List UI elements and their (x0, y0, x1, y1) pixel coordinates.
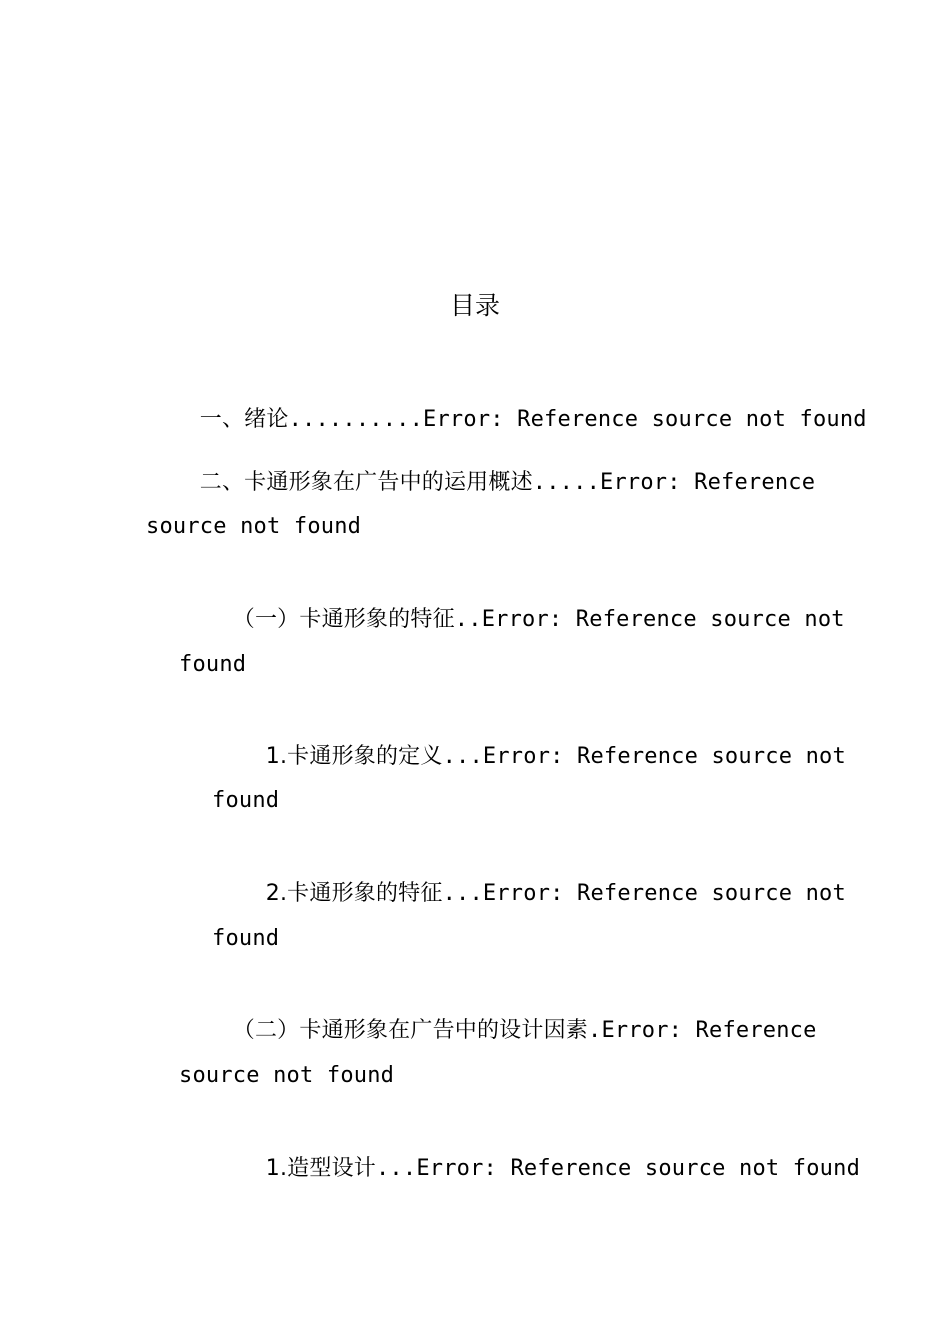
toc-entry-ref: Error: Reference source not found (423, 407, 867, 432)
toc-entry-leader: .......... (288, 407, 424, 432)
toc-entry-text: （二）卡通形象在广告中的设计因素 (232, 1018, 588, 1043)
toc-entry-ref: Error: Reference source not found (416, 1156, 861, 1181)
toc-entry-4-wrap: found (212, 788, 280, 813)
toc-entry-5[interactable] (212, 849, 846, 939)
toc-entry-leader: ... (442, 744, 483, 769)
toc-entry-text: （一）卡通形象的特征 (232, 607, 455, 632)
toc-entry-text: 一、绪论 (199, 407, 289, 432)
toc-entry-leader: .. (454, 607, 482, 632)
toc-entry-leader: ... (442, 881, 483, 906)
toc-entry-ref: Error: Reference source not (481, 607, 845, 632)
toc-entry-4[interactable] (212, 712, 846, 802)
toc-entry-ref: Error: Reference (600, 470, 816, 495)
toc-entry-3-wrap: found (179, 652, 247, 677)
toc-entry-ref: Error: Reference source not (482, 744, 846, 769)
toc-entry-5-wrap: found (212, 926, 280, 951)
toc-entry-leader: ... (375, 1156, 417, 1181)
toc-entry-6-wrap: source not found (179, 1063, 395, 1088)
toc-entry-text: 二、卡通形象在广告中的运用概述 (199, 470, 533, 495)
toc-entry-leader: . (587, 1018, 602, 1043)
toc-entry-3[interactable] (179, 575, 845, 665)
toc-entry-text: 1.造型设计 (265, 1156, 376, 1181)
toc-entry-text: 1.卡通形象的定义 (265, 744, 443, 769)
toc-entry-ref: Error: Reference (601, 1018, 817, 1043)
toc-entry-ref: Error: Reference source not (482, 881, 846, 906)
toc-entry-text: 2.卡通形象的特征 (265, 881, 443, 906)
toc-title: 目录 (449, 291, 500, 320)
toc-entry-7[interactable] (212, 1124, 860, 1214)
toc-entry-leader: ..... (532, 470, 601, 495)
toc-entry-2-wrap: source not found (146, 514, 362, 539)
